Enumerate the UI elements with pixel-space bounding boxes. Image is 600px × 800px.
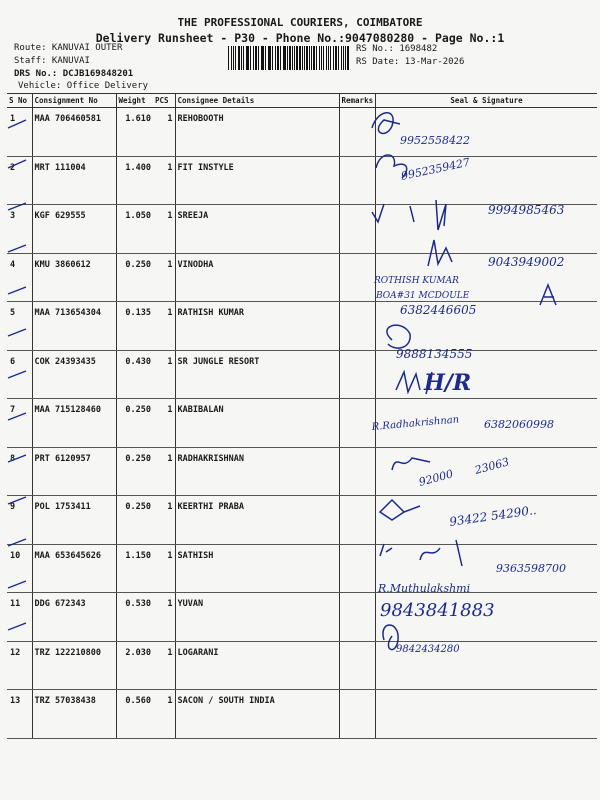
row-signature (376, 593, 597, 642)
row-remarks (339, 690, 376, 739)
table-row (7, 544, 597, 593)
barcode-bar (302, 46, 303, 70)
row-serial: 11 (7, 593, 32, 642)
row-remarks (339, 350, 376, 399)
row-remarks (339, 253, 376, 302)
row-consignee: FIT INSTYLE (175, 156, 339, 205)
hw-s9a: 92000 (417, 467, 455, 489)
barcode-bar (268, 46, 269, 70)
barcode-bar (228, 46, 229, 70)
company-title: THE PROFESSIONAL COURIERS, COIMBATORE (177, 16, 423, 29)
row-remarks (339, 544, 376, 593)
row-consignment: MAA 715128460 (32, 399, 116, 448)
drs-number: DRS No.: DCJB169848201 (14, 69, 134, 79)
row-consignee: VINODHA (175, 253, 339, 302)
hw-s7: H/R (424, 370, 472, 396)
row-weight: 1.610 (116, 108, 153, 157)
hw-s13: 9842434280 (396, 644, 460, 655)
row-consignee: YUVAN (175, 593, 339, 642)
row-pcs: 1 (153, 302, 175, 351)
hw-s5c: 6382446605 (400, 303, 477, 317)
table-row (7, 593, 597, 642)
row-consignment: MAA 713654304 (32, 302, 116, 351)
barcode-bar (335, 46, 337, 70)
table-row (7, 302, 597, 351)
table-row (7, 447, 597, 496)
runsheet-subtitle: Delivery Runsheet - P30 - Phone No.:9047080280 - Page No.:1 (95, 31, 505, 45)
row-pcs: 1 (153, 253, 175, 302)
row-pcs: 1 (153, 690, 175, 739)
row-remarks (339, 496, 376, 545)
row-signature (376, 544, 597, 593)
row-remarks (339, 108, 376, 157)
barcode-bar (343, 46, 344, 70)
row-weight: 0.430 (116, 350, 153, 399)
row-signature (376, 399, 597, 448)
barcode-bar (287, 46, 288, 70)
row-weight: 0.250 (116, 496, 153, 545)
row-pcs: 1 (153, 544, 175, 593)
row-pcs: 1 (153, 156, 175, 205)
barcode-bar (280, 46, 281, 70)
row-consignment: DDG 672343 (32, 593, 116, 642)
row-consignment: MAA 653645626 (32, 544, 116, 593)
row-consignee: RADHAKRISHNAN (175, 447, 339, 496)
col-consignee: Consignee Details (175, 94, 339, 108)
row-weight: 0.250 (116, 399, 153, 448)
row-signature (376, 690, 597, 739)
hw-s4: 9043949002 (488, 255, 565, 269)
vehicle-label: Vehicle: Office Delivery (18, 81, 149, 91)
row-pcs: 1 (153, 399, 175, 448)
row-consignment: TRZ 122210800 (32, 641, 116, 690)
barcode-bar (235, 46, 236, 70)
col-remarks: Remarks (339, 94, 376, 108)
barcode-bar (246, 46, 247, 70)
barcode-bar (292, 46, 293, 70)
hw-s3: 9994985463 (488, 203, 565, 217)
row-pcs: 1 (153, 205, 175, 254)
row-signature (376, 108, 597, 157)
barcode-bar (250, 46, 251, 70)
barcode-bar (294, 46, 295, 70)
row-consignee: SR JUNGLE RESORT (175, 350, 339, 399)
barcode-bar (311, 46, 312, 70)
row-serial: 3 (7, 205, 32, 254)
row-serial: 8 (7, 447, 32, 496)
barcode-bar (255, 46, 257, 70)
row-consignment: PRT 6120957 (32, 447, 116, 496)
table-row (7, 690, 597, 739)
row-weight: 0.250 (116, 447, 153, 496)
barcode-bar (243, 46, 244, 70)
barcode-bar (341, 46, 342, 70)
hw-s9b: 23063 (473, 455, 511, 477)
barcode-bar (253, 46, 254, 70)
hw-s8a: R.Radhakrishnan (371, 414, 460, 433)
col-seal: Seal & Signature (376, 94, 597, 108)
row-consignee: RATHISH KUMAR (175, 302, 339, 351)
row-pcs: 1 (153, 447, 175, 496)
row-serial: 13 (7, 690, 32, 739)
barcode-bar (272, 46, 273, 70)
barcode-bar (338, 46, 339, 70)
row-consignment: MAA 706460581 (32, 108, 116, 157)
row-remarks (339, 641, 376, 690)
row-serial: 2 (7, 156, 32, 205)
row-weight: 0.250 (116, 253, 153, 302)
row-pcs: 1 (153, 350, 175, 399)
table-row (7, 496, 597, 545)
barcode (228, 46, 350, 70)
hw-s10: 93422 54290.. (448, 502, 538, 529)
barcode-bar (258, 46, 259, 70)
hw-s5b: BOA#31 MCDOULE (376, 291, 470, 301)
hw-s6: 9888134555 (396, 347, 473, 361)
barcode-bar (296, 46, 298, 70)
barcode-bar (277, 46, 279, 70)
row-signature (376, 156, 597, 205)
row-remarks (339, 399, 376, 448)
barcode-bar (330, 46, 331, 70)
row-remarks (339, 302, 376, 351)
row-serial: 12 (7, 641, 32, 690)
row-weight: 2.030 (116, 641, 153, 690)
row-serial: 10 (7, 544, 32, 593)
row-weight: 1.400 (116, 156, 153, 205)
barcode-bar (241, 46, 242, 70)
table-row (7, 205, 597, 254)
row-consignee: LOGARANI (175, 641, 339, 690)
row-consignment: POL 1753411 (32, 496, 116, 545)
table-row (7, 108, 597, 157)
hw-s5a: ROTHISH KUMAR (374, 276, 459, 286)
row-consignment: TRZ 57038438 (32, 690, 116, 739)
table-row (7, 399, 597, 448)
row-serial: 4 (7, 253, 32, 302)
row-signature (376, 350, 597, 399)
barcode-bar (265, 46, 266, 70)
row-consignment: KGF 629555 (32, 205, 116, 254)
barcode-bar (345, 46, 346, 70)
runsheet-table (7, 93, 597, 739)
table-row (7, 253, 597, 302)
barcode-bar (333, 46, 334, 70)
row-serial: 9 (7, 496, 32, 545)
barcode-bar (284, 46, 285, 70)
row-serial: 6 (7, 350, 32, 399)
barcode-bar (262, 46, 263, 70)
row-serial: 1 (7, 108, 32, 157)
table-row (7, 156, 597, 205)
hw-s8b: 6382060998 (484, 418, 554, 431)
row-pcs: 1 (153, 641, 175, 690)
row-serial: 5 (7, 302, 32, 351)
row-remarks (339, 156, 376, 205)
row-serial: 7 (7, 399, 32, 448)
row-pcs: 1 (153, 593, 175, 642)
col-consignment: Consignment No (32, 94, 116, 108)
barcode-bar (323, 46, 324, 70)
hw-s11: 9363598700 (496, 562, 566, 575)
table-header-row (7, 94, 597, 108)
row-weight: 0.135 (116, 302, 153, 351)
staff-label: Staff: KANUVAI (14, 56, 90, 66)
hw-s1: 9952558422 (400, 134, 470, 147)
barcode-bar (289, 46, 290, 70)
rs-date: RS Date: 13-Mar-2026 (356, 57, 465, 67)
row-consignment: MRT 111004 (32, 156, 116, 205)
barcode-bar (309, 46, 310, 70)
row-signature (376, 447, 597, 496)
route-label: Route: KANUVAI OUTER (14, 43, 123, 53)
row-weight: 0.530 (116, 593, 153, 642)
barcode-bar (306, 46, 307, 70)
row-pcs: 1 (153, 108, 175, 157)
row-consignee: REHOBOOTH (175, 108, 339, 157)
row-weight: 0.560 (116, 690, 153, 739)
row-remarks (339, 205, 376, 254)
hw-s12a: R.Muthulakshmi (378, 582, 471, 595)
barcode-bar (326, 46, 327, 70)
barcode-bar (233, 46, 234, 70)
barcode-bar (261, 46, 262, 70)
barcode-bar (275, 46, 276, 70)
col-weight: Weight (116, 94, 153, 108)
row-signature (376, 205, 597, 254)
hw-s2: 9952359427 (399, 155, 472, 183)
barcode-bar (316, 46, 317, 70)
row-consignee: SREEJA (175, 205, 339, 254)
row-consignee: KABIBALAN (175, 399, 339, 448)
table-row (7, 350, 597, 399)
col-no: S No (7, 94, 32, 108)
col-pcs: PCS (153, 94, 175, 108)
barcode-bar (269, 46, 270, 70)
barcode-bar (299, 46, 300, 70)
barcode-bar (328, 46, 329, 70)
hw-s12b: 9843841883 (380, 600, 495, 621)
row-signature (376, 641, 597, 690)
row-signature (376, 496, 597, 545)
row-consignment: COK 24393435 (32, 350, 116, 399)
table-row (7, 641, 597, 690)
barcode-bar (304, 46, 305, 70)
barcode-bar (319, 46, 320, 70)
barcode-bar (321, 46, 322, 70)
row-consignee: SACON / SOUTH INDIA (175, 690, 339, 739)
barcode-bar (231, 46, 232, 70)
barcode-bar (247, 46, 248, 70)
row-weight: 1.050 (116, 205, 153, 254)
barcode-bar (238, 46, 240, 70)
row-consignee: KEERTHI PRABA (175, 496, 339, 545)
row-weight: 1.150 (116, 544, 153, 593)
barcode-bar (283, 46, 284, 70)
row-consignee: SATHISH (175, 544, 339, 593)
row-signature (376, 253, 597, 302)
rs-number: RS No.: 1698482 (356, 44, 438, 54)
row-remarks (339, 447, 376, 496)
row-signature (376, 302, 597, 351)
barcode-bar (313, 46, 315, 70)
row-consignment: KMU 3860612 (32, 253, 116, 302)
row-remarks (339, 593, 376, 642)
row-pcs: 1 (153, 496, 175, 545)
barcode-bar (347, 46, 348, 70)
